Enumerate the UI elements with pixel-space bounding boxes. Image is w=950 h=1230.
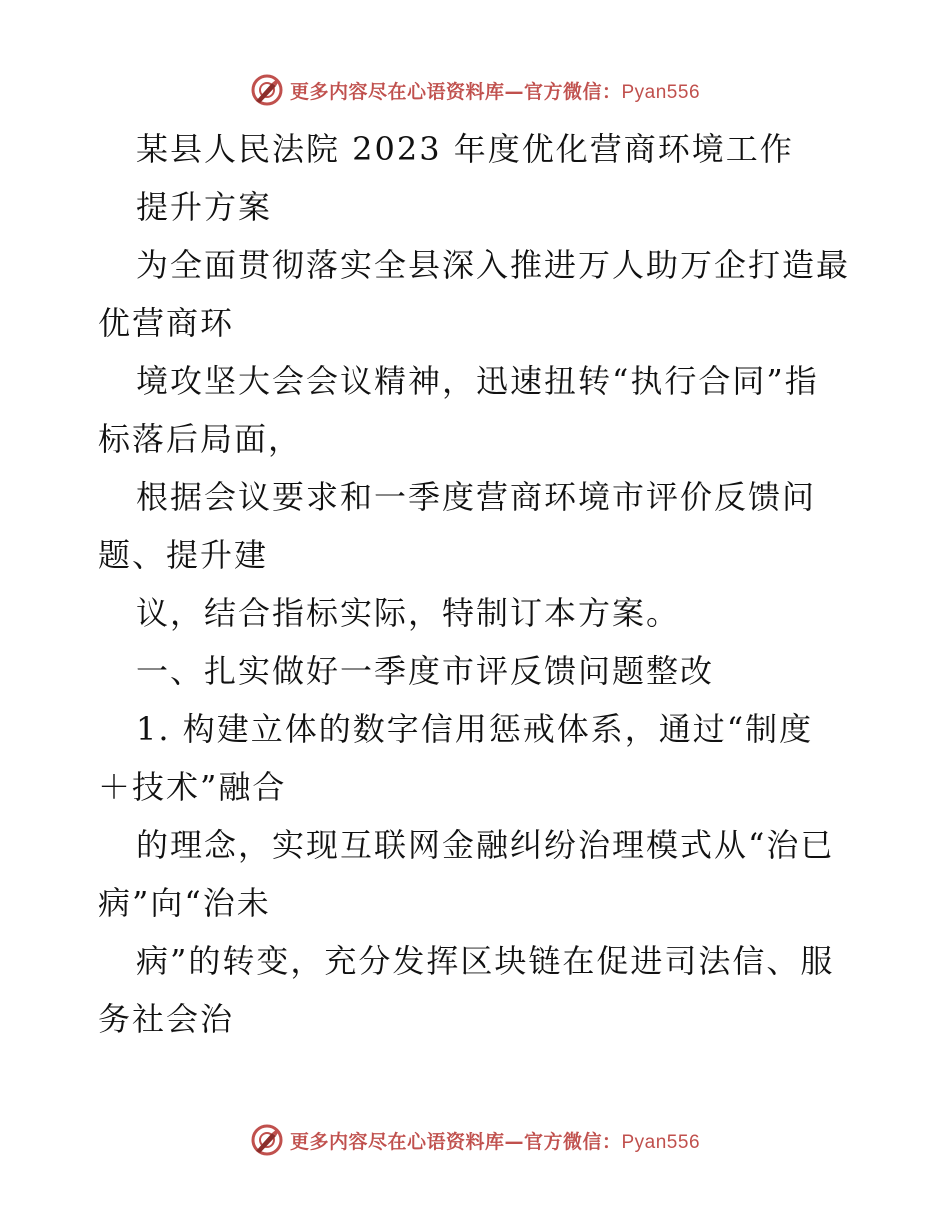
document-line: 境攻坚大会会议精神，迅速扭转“执行合同”指 <box>136 362 819 400</box>
brand-logo-icon <box>250 73 284 107</box>
document-line: 一、扎实做好一季度市评反馈问题整改 <box>136 652 715 690</box>
document-line: 病”的转变，充分发挥区块链在促进司法信、服 <box>136 942 835 980</box>
watermark-text: 更多内容尽在心语资料库—官方微信：Pyan556 <box>289 80 701 103</box>
document-line: 根据会议要求和一季度营商环境市评价反馈问 <box>136 478 817 516</box>
document-line: 提升方案 <box>136 188 273 226</box>
watermark-banner-top <box>0 70 950 110</box>
watermark-handle: Pyan556 <box>621 1131 701 1153</box>
document-line: 题、提升建 <box>98 536 269 574</box>
document-line: 病”向“治未 <box>98 884 271 922</box>
document-line: 的理念，实现互联网金融纠纷治理模式从“治已 <box>136 826 835 864</box>
document-line: 1. 构建立体的数字信用惩戒体系，通过“制度 <box>136 710 814 748</box>
document-line: ＋技术”融合 <box>98 768 287 806</box>
brand-logo-icon <box>250 1123 284 1157</box>
document-line: 标落后局面， <box>98 420 303 458</box>
document-line: 务社会治 <box>98 1000 235 1038</box>
document-line: 议，结合指标实际，特制订本方案。 <box>136 594 681 632</box>
watermark-banner-bottom <box>0 1120 950 1160</box>
document-line: 优营商环 <box>98 304 235 342</box>
document-line: 为全面贯彻落实全县深入推进万人助万企打造最 <box>136 246 851 284</box>
document-body <box>98 120 858 1048</box>
watermark-text: 更多内容尽在心语资料库—官方微信：Pyan556 <box>289 1130 701 1153</box>
watermark-handle: Pyan556 <box>621 81 701 103</box>
document-line: 某县人民法院 2023 年度优化营商环境工作 <box>136 130 794 168</box>
